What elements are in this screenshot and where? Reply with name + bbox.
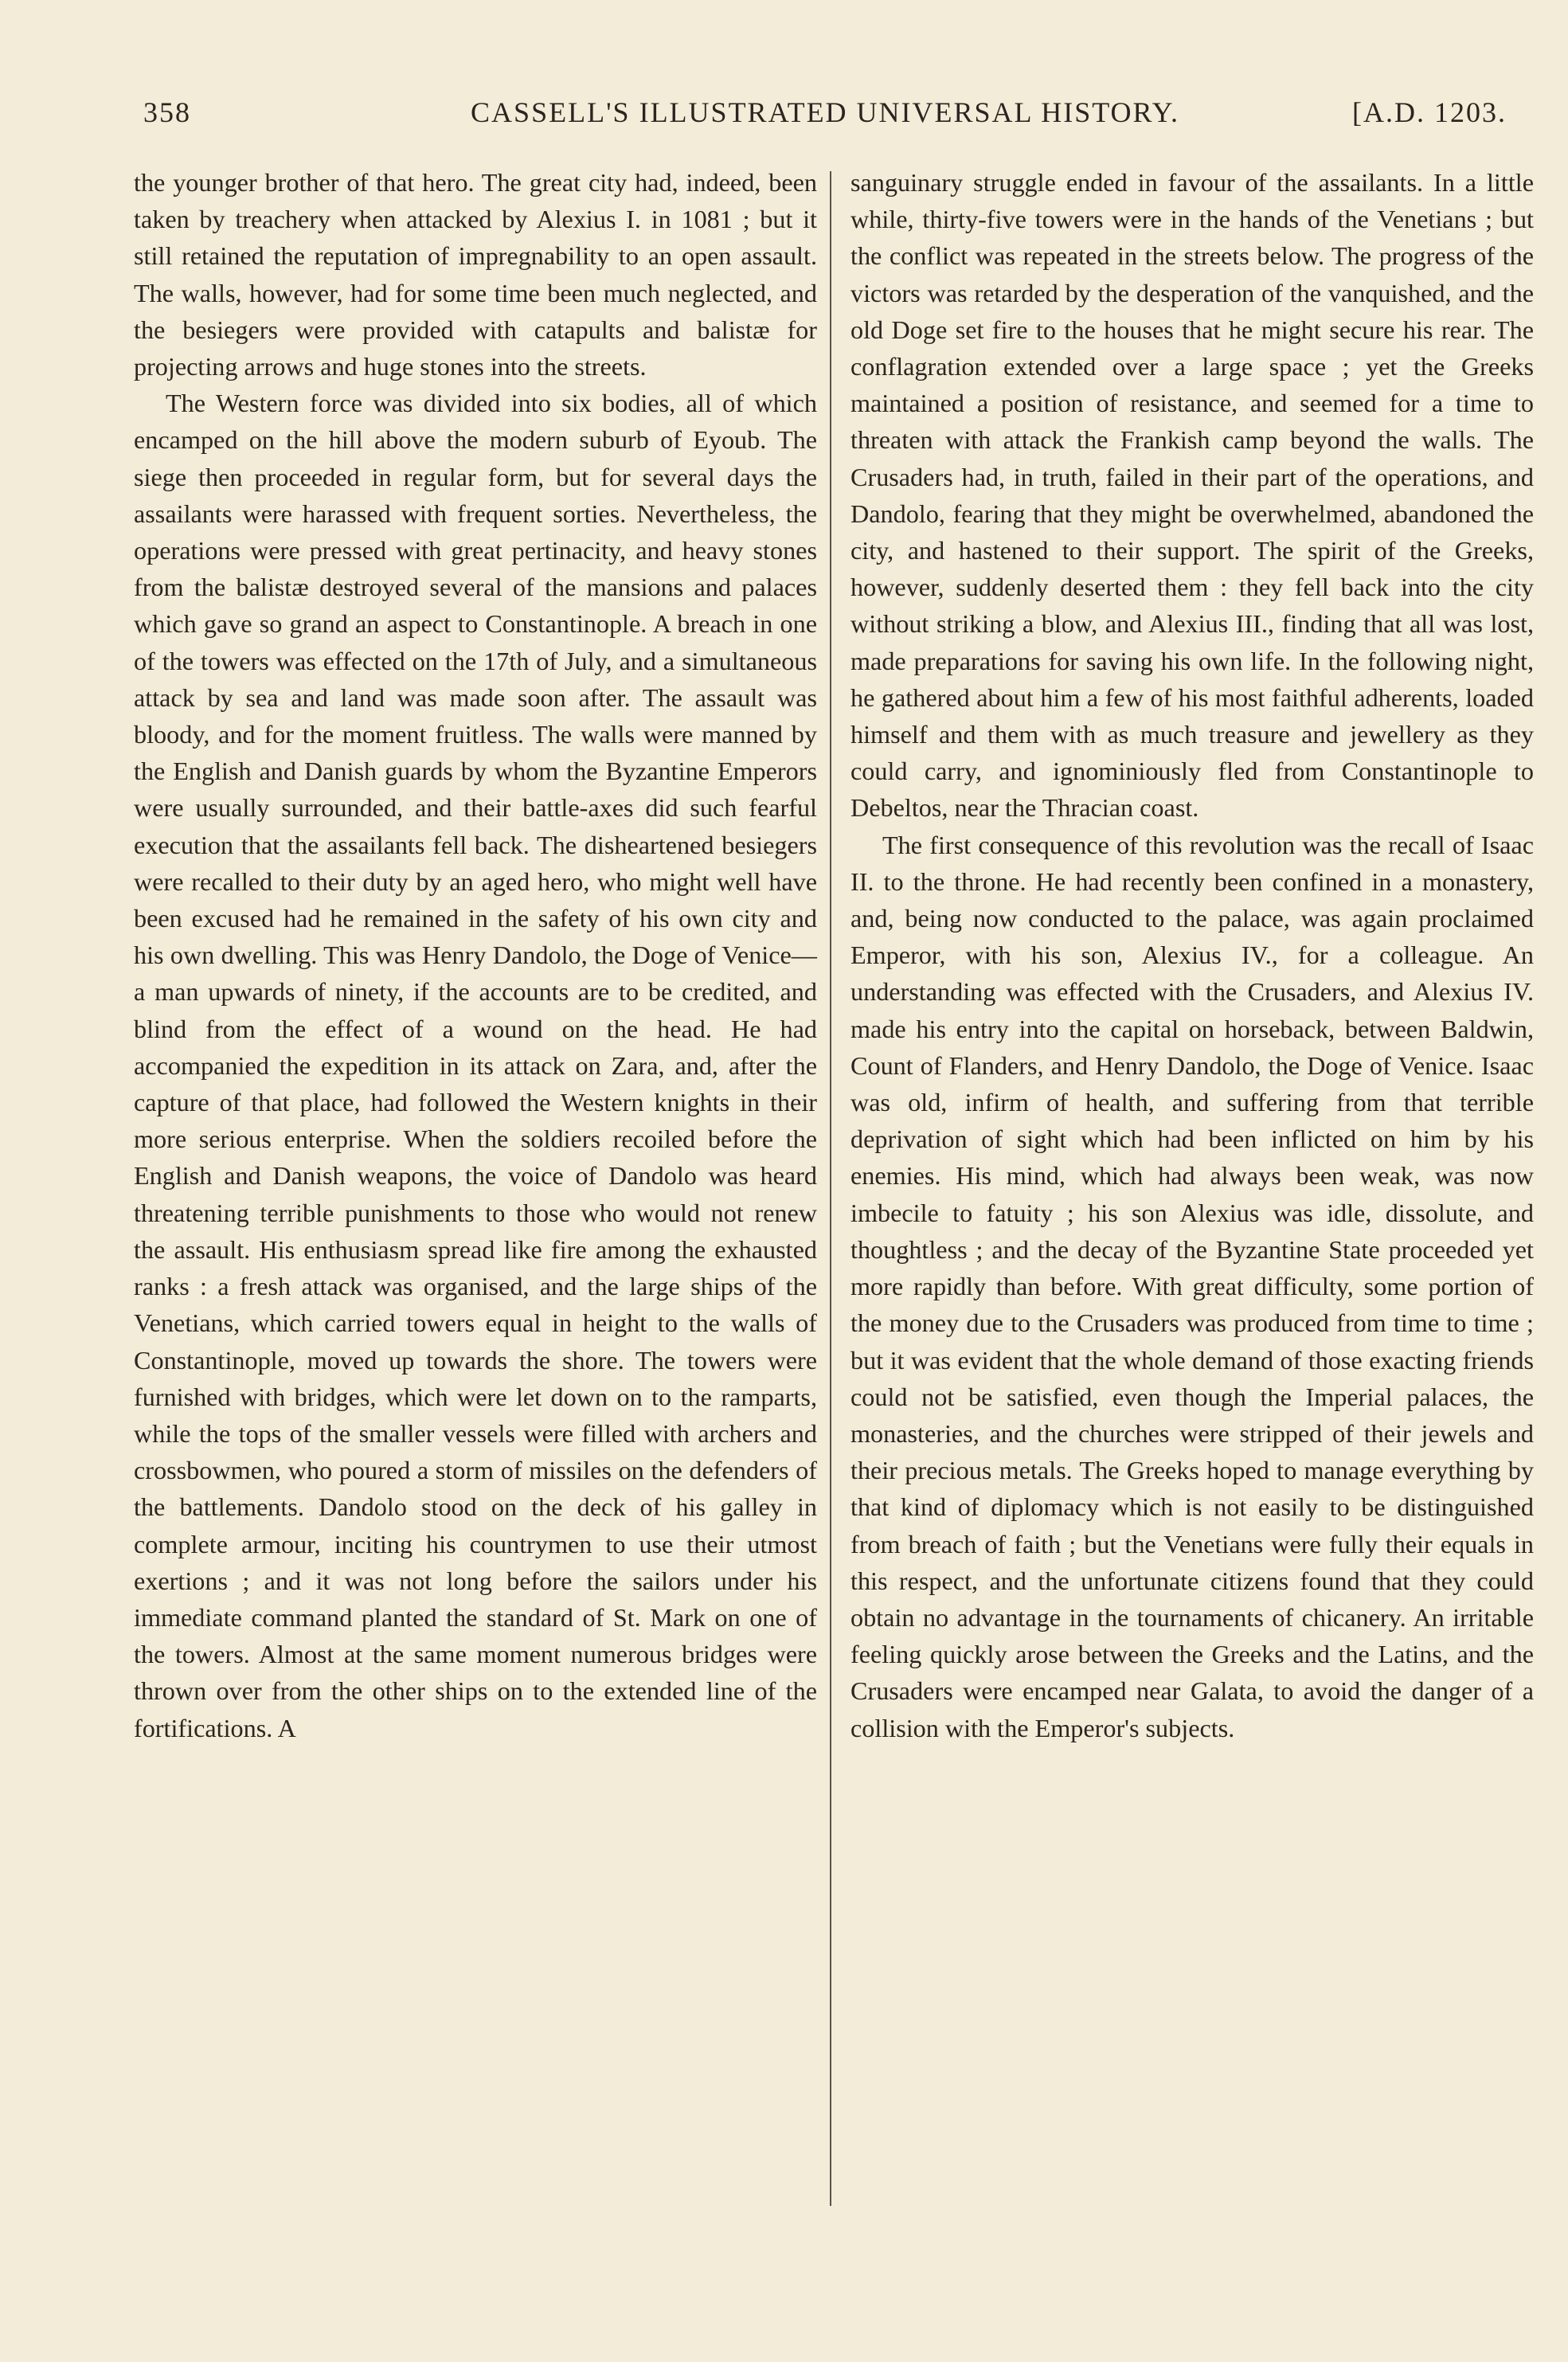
header-date: [A.D. 1203.	[1352, 96, 1507, 128]
paragraph: sanguinary struggle ended in favour of the assailants. In a little while, thirty-five towers were in the hands of the Venetians ; but the conflict was repeated in the streets below. The progress of the victors was retarded by the desperation of the vanquished, and the old Doge set fire to the houses that he might secure his rear. The conflagration extended over a large space ; yet the Greeks maintained a position of resistance, and seemed for a time to threaten with attack the Frankish camp beyond the walls. The Crusaders had, in truth, failed in their part of the operations, and Dandolo, fearing that they might be overwhelmed, abandoned the city, and hastened to their support. The spirit of the Greeks, however, suddenly deserted them : they fell back into the city without striking a blow, and Alexius III., finding that all was lost, made preparations for saving his own life. In the following night, he gathered about him a few of his most faithful adherents, loaded himself and them with as much treasure and jewellery as they could carry, and ignominiously fled from Constantinople to Debeltos, near the Thracian coast.	[850, 168, 1534, 823]
paragraph: the younger brother of that hero. The great city had, indeed, been taken by treachery when attacked by Alexius I. in 1081 ; but it still retained the reputation of impregnability to an open assault. The walls, however, had for some time been much neglected, and the besiegers were provided with catapults and balistæ for projecting arrows and huge stones into the streets.	[134, 168, 817, 381]
paragraph: The Western force was divided into six bodies, all of which encamped on the hill above the modern suburb of Eyoub. The siege then proceeded in regular form, but for several days the assailants were harassed with frequent sorties. Nevertheless, the operations were pressed with great pertinacity, and heavy stones from the balistæ destroyed several of the mansions and palaces which gave so grand an aspect to Constantinople. A breach in one of the towers was effected on the 17th of July, and a simultaneous attack by sea and land was made soon after. The assault was bloody, and for the moment fruitless. The walls were manned by the English and Danish guards by whom the Byzantine Emperors were usually surrounded, and their battle-axes did such fearful execution that the assailants fell back. The disheartened besiegers were recalled to their duty by an aged hero, who might well have been excused had he remained in the safety of his own city and his own dwelling. This was Henry Dandolo, the Doge of Venice—a man upwards of ninety, if the accounts are to be credited, and blind from the effect of a wound on the head. He had accompanied the expedition in its attack on Zara, and, after the capture of that place, had followed the Western knights in their more serious enterprise. When the soldiers recoiled before the English and Danish weapons, the voice of Dandolo was heard threatening terrible punishments to those who would not renew the assault. His enthusiasm spread like fire among the exhausted ranks : a fresh attack was organised, and the large ships of the Venetians, which carried towers equal in height to the walls of Constantinople, moved up towards the shore. The towers were furnished with bridges, which were let down on to the ramparts, while the tops of the smaller vessels were filled with archers and crossbowmen, who poured a storm of missiles on the defenders of the battlements. Dandolo stood on the deck of his galley in complete armour, inciting his countrymen to use their utmost exertions ; and it was not long before the sailors under his immediate command planted the standard of St. Mark on one of the towers. Almost at the same moment numerous bridges were thrown over from the other ships on to the extended line of the fortifications. A	[134, 389, 817, 1742]
left-column	[134, 164, 817, 1746]
paragraph: The first consequence of this revolution was the recall of Isaac II. to the throne. He had recently been confined in a monastery, and, being now conducted to the palace, was again proclaimed Emperor, with his son, Alexius IV., for a colleague. An understanding was effected with the Crusaders, and Alexius IV. made his entry into the capital on horseback, between Baldwin, Count of Flanders, and Henry Dandolo, the Doge of Venice. Isaac was old, infirm of health, and suffering from that terrible deprivation of sight which had been inflicted on him by his enemies. His mind, which had always been weak, was now imbecile to fatuity ; his son Alexius was idle, dissolute, and thoughtless ; and the decay of the Byzantine State proceeded yet more rapidly than before. With great difficulty, some portion of the money due to the Crusaders was produced from time to time ; but it was evident that the whole demand of those exacting friends could not be satisfied, even though the Imperial palaces, the monasteries, and the churches were stripped of their jewels and their precious metals. The Greeks hoped to manage everything by that kind of diplomacy which is not easily to be distinguished from breach of faith ; but the Venetians were fully their equals in this respect, and the unfortunate citizens found that they could obtain no advantage in the tournaments of chicanery. An irritable feeling quickly arose between the Greeks and the Latins, and the Crusaders were encamped near Galata, to avoid the danger of a collision with the Emperor's subjects.	[850, 830, 1534, 1742]
page-header	[143, 96, 1507, 135]
page-number: 358	[143, 96, 191, 128]
running-title: CASSELL'S ILLUSTRATED UNIVERSAL HISTORY.	[471, 96, 1179, 128]
column-divider	[830, 171, 831, 2206]
right-column	[850, 164, 1534, 1746]
